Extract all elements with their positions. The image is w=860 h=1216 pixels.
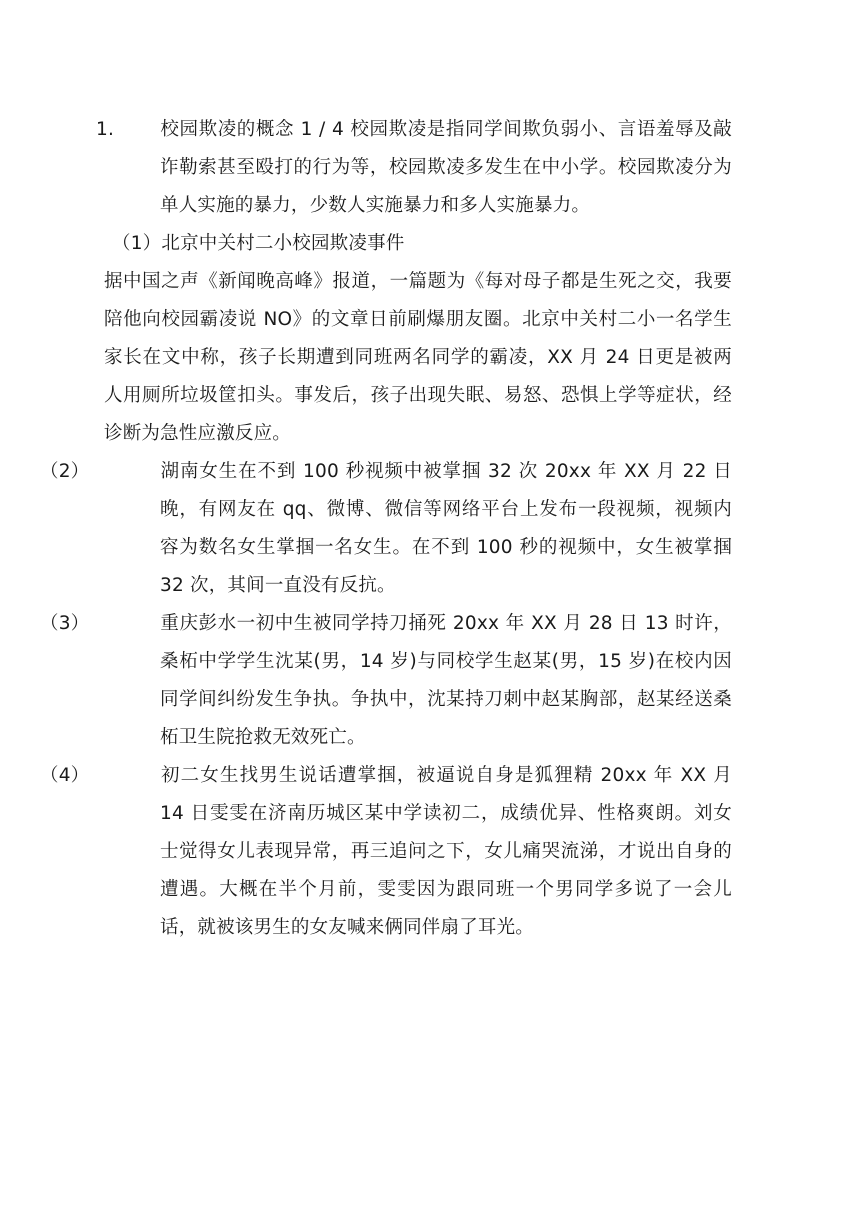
case-4-paragraph bbox=[40, 757, 732, 947]
list-marker: 1. bbox=[96, 119, 115, 140]
paragraph-text: 重庆彭水一初中生被同学持刀捅死 20xx 年 XX 月 28 日 13 时许，桑柘中学学生沈某(男，14 岁)与同校学生赵某(男，15 岁)在校内因同学间纠纷发生争执。争执中，沈某持刀刺中赵某胸部，赵某经送桑柘卫生院抢救无效死亡。 bbox=[160, 613, 732, 748]
numbered-paragraph-1 bbox=[96, 111, 732, 225]
paragraph-text: 校园欺凌的概念 1 / 4 校园欺凌是指同学间欺负弱小、言语羞辱及敲诈勒索甚至殴打的行为等，校园欺凌多发生在中小学。校园欺凌分为单人实施的暴力，少数人实施暴力和多人实施暴力。 bbox=[160, 119, 732, 216]
list-marker: （4） bbox=[40, 765, 90, 786]
case-1-heading: （1）北京中关村二小校园欺凌事件 bbox=[112, 233, 405, 254]
document-body bbox=[40, 111, 732, 947]
paragraph-text: 初二女生找男生说话遭掌掴，被逼说自身是狐狸精 20xx 年 XX 月 14 日雯雯在济南历城区某中学读初二，成绩优异、性格爽朗。刘女士觉得女儿表现异常，再三追问之下，女儿痛哭流涕，才说出自身的遭遇。大概在半个月前，雯雯因为跟同班一个男同学多说了一会儿话，就被该男生的女友喊来俩同伴扇了耳光。 bbox=[160, 765, 732, 938]
case-2-paragraph bbox=[40, 453, 732, 605]
case-1-body: 据中国之声《新闻晚高峰》报道，一篇题为《每对母子都是生死之交，我要陪他向校园霸凌说 NO》的文章日前刷爆朋友圈。北京中关村二小一名学生家长在文中称，孩子长期遭到同班两名同学的霸凌，XX 月 24 日更是被两人用厕所垃圾筐扣头。事发后，孩子出现失眠、易怒、恐惧上学等症状，经诊断为急性应激反应。 bbox=[104, 271, 732, 444]
list-marker: （2） bbox=[40, 461, 90, 482]
paragraph-text: 湖南女生在不到 100 秒视频中被掌掴 32 次 20xx 年 XX 月 22 日晚，有网友在 qq、微博、微信等网络平台上发布一段视频，视频内容为数名女生掌掴一名女生。在不到 100 秒的视频中，女生被掌掴 32 次，其间一直没有反抗。 bbox=[160, 461, 732, 596]
list-marker: （3） bbox=[40, 613, 90, 634]
case-3-paragraph bbox=[40, 605, 732, 757]
